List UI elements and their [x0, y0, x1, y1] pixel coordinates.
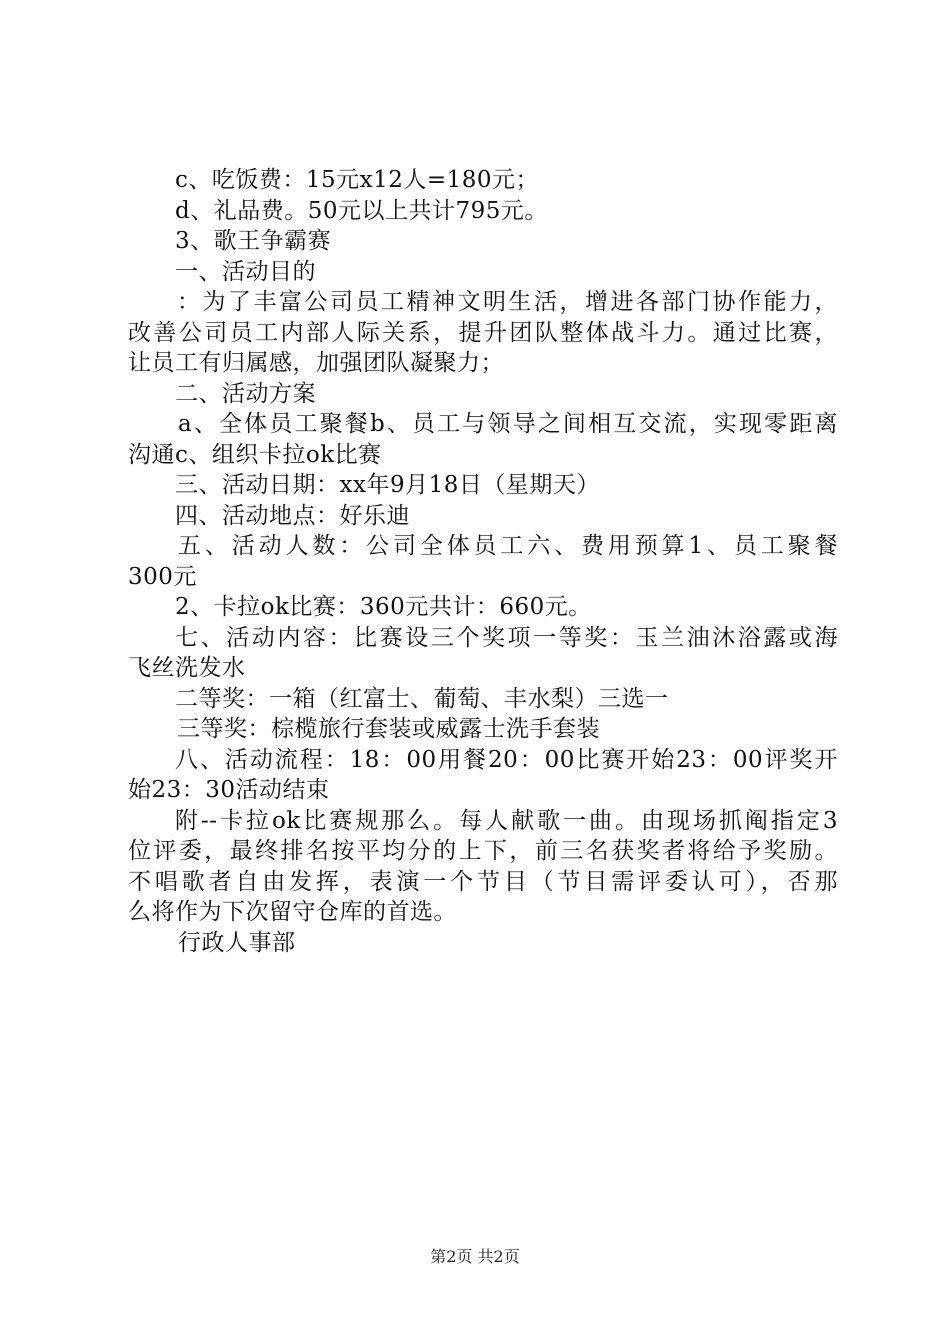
text-line: 2、卡拉ok比赛：360元共计：660元。 [175, 594, 592, 620]
paragraph-line: 飞丝洗发水 [128, 655, 246, 681]
section-heading: 二、活动方案 [175, 380, 316, 407]
section-heading: 一、活动目的 [175, 258, 316, 285]
section-heading: 3、歌王争霸赛 [175, 228, 332, 254]
text-line: 二等奖：一箱（红富士、葡萄、丰水梨）三选一 [175, 685, 669, 712]
paragraph-line: ：为了丰富公司员工精神文明生活，增进各部门协作能力， [177, 289, 838, 315]
text-line: 四、活动地点：好乐迪 [175, 502, 410, 529]
paragraph-line: 改善公司员工内部人际关系，提升团队整体战斗力。通过比赛， [128, 319, 838, 346]
paragraph-line: 七、活动内容：比赛设三个奖项一等奖：玉兰油沐浴露或海 [175, 624, 838, 651]
paragraph-line: 附--卡拉ok比赛规那么。每人献歌一曲。由现场抓阄指定3 [175, 807, 838, 834]
signature-line: 行政人事部 [178, 929, 296, 956]
paragraph-line: 让员工有归属感，加强团队凝聚力； [128, 350, 504, 376]
paragraph-line: 300元 [128, 563, 197, 590]
page-footer: 第2页 共2页 [430, 1247, 520, 1266]
paragraph-line: a、全体员工聚餐b、员工与领导之间相互交流，实现零距离 [178, 411, 838, 437]
paragraph-line: 八、活动流程：18：00用餐20：00比赛开始23：00评奖开 [175, 746, 838, 773]
paragraph-line: 始23：30活动结束 [128, 777, 330, 803]
text-line: c、吃饭费：15元x12人=180元； [175, 167, 540, 193]
text-line: 三、活动日期：xx年9月18日（星期天） [175, 472, 600, 498]
paragraph-line: 五、活动人数：公司全体员工六、费用预算1、员工聚餐 [178, 533, 838, 559]
text-line: d、礼品费。50元以上共计795元。 [175, 197, 548, 224]
text-line: 三等奖：棕榄旅行套装或威露士洗手套装 [177, 716, 600, 742]
paragraph-line: 么将作为下次留守仓库的首选。 [128, 899, 457, 925]
document-body [128, 165, 838, 958]
paragraph-line: 位评委，最终排名按平均分的上下，前三名获奖者将给予奖励。 [128, 838, 838, 864]
paragraph-line: 沟通c、组织卡拉ok比赛 [128, 441, 382, 468]
paragraph-line: 不唱歌者自由发挥，表演一个节目（节目需评委认可），否那 [128, 868, 838, 895]
